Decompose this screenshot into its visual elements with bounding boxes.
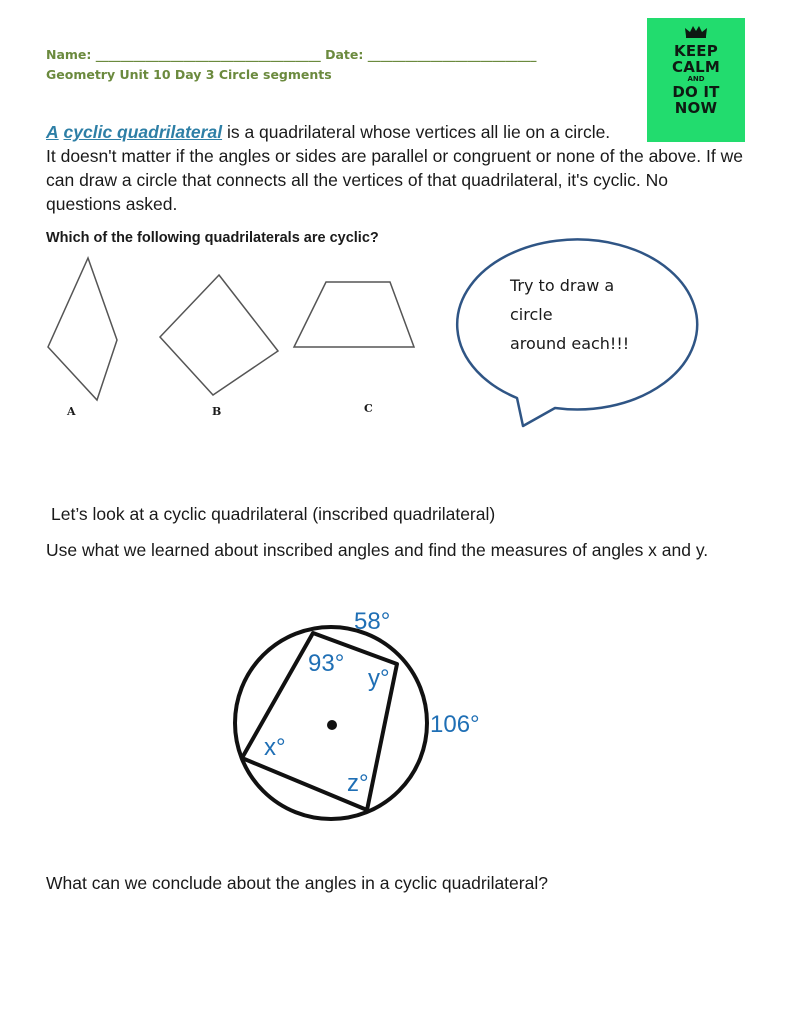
intro-paragraph (46, 120, 746, 216)
poster-line-now: NOW (674, 99, 718, 117)
poster-line-and: AND (687, 75, 705, 83)
bubble-line-1: Try to draw a (510, 276, 615, 295)
shape-b-quadrilateral (160, 275, 278, 395)
shape-c-label: C (364, 402, 373, 415)
cyclic-quadrilateral-term: cyclic quadrilateral (63, 122, 223, 142)
date-blank: ___________________________ (367, 47, 537, 62)
poster-line-keep: KEEP (674, 42, 718, 60)
poster-line-calm: CALM (672, 58, 720, 76)
term-article: A (46, 122, 59, 142)
explanation-text: It doesn't matter if the angles or sides are parallel or congruent or none of the above. If we can draw a circle that connects all the vertices of that quadrilateral, it's cyclic. No questions asked. (46, 146, 743, 214)
conclusion-question: What can we conclude about the angles in a cyclic quadrilateral? (46, 873, 548, 893)
shape-c-trapezoid (294, 282, 414, 347)
angle-z-label: z° (347, 770, 369, 797)
subtitle: Geometry Unit 10 Day 3 Circle segments (46, 67, 332, 82)
angle-y-label: y° (368, 665, 390, 692)
shape-b-label: B (212, 405, 222, 418)
section-instruction: Use what we learned about inscribed angles and find the measures of angles x and y. (46, 540, 709, 560)
angle-x-label: x° (264, 734, 286, 761)
angle-93-label: 93° (308, 650, 345, 677)
name-blank: ____________________________________ (95, 47, 321, 62)
name-date-line (46, 47, 537, 62)
crown-icon (683, 23, 709, 39)
quadrilateral-shapes (40, 250, 440, 425)
arc-58-label: 58° (354, 608, 391, 635)
shape-a-label: A (67, 405, 76, 418)
bubble-line-2: circle (510, 305, 553, 324)
date-label: Date: (325, 47, 364, 62)
shape-a-kite (48, 258, 117, 400)
bubble-line-3: around each!!! (510, 334, 630, 353)
poster-line-do-it: DO IT (672, 83, 720, 101)
bubble-text (510, 271, 629, 358)
center-point (327, 720, 337, 730)
question-cyclic: Which of the following quadrilaterals are cyclic? (46, 230, 379, 246)
name-label: Name: (46, 47, 92, 62)
definition-text: is a quadrilateral whose vertices all lie on a circle. (222, 122, 611, 142)
arc-106-label: 106° (430, 711, 480, 738)
section-heading: Let’s look at a cyclic quadrilateral (inscribed quadrilateral) (51, 504, 496, 524)
